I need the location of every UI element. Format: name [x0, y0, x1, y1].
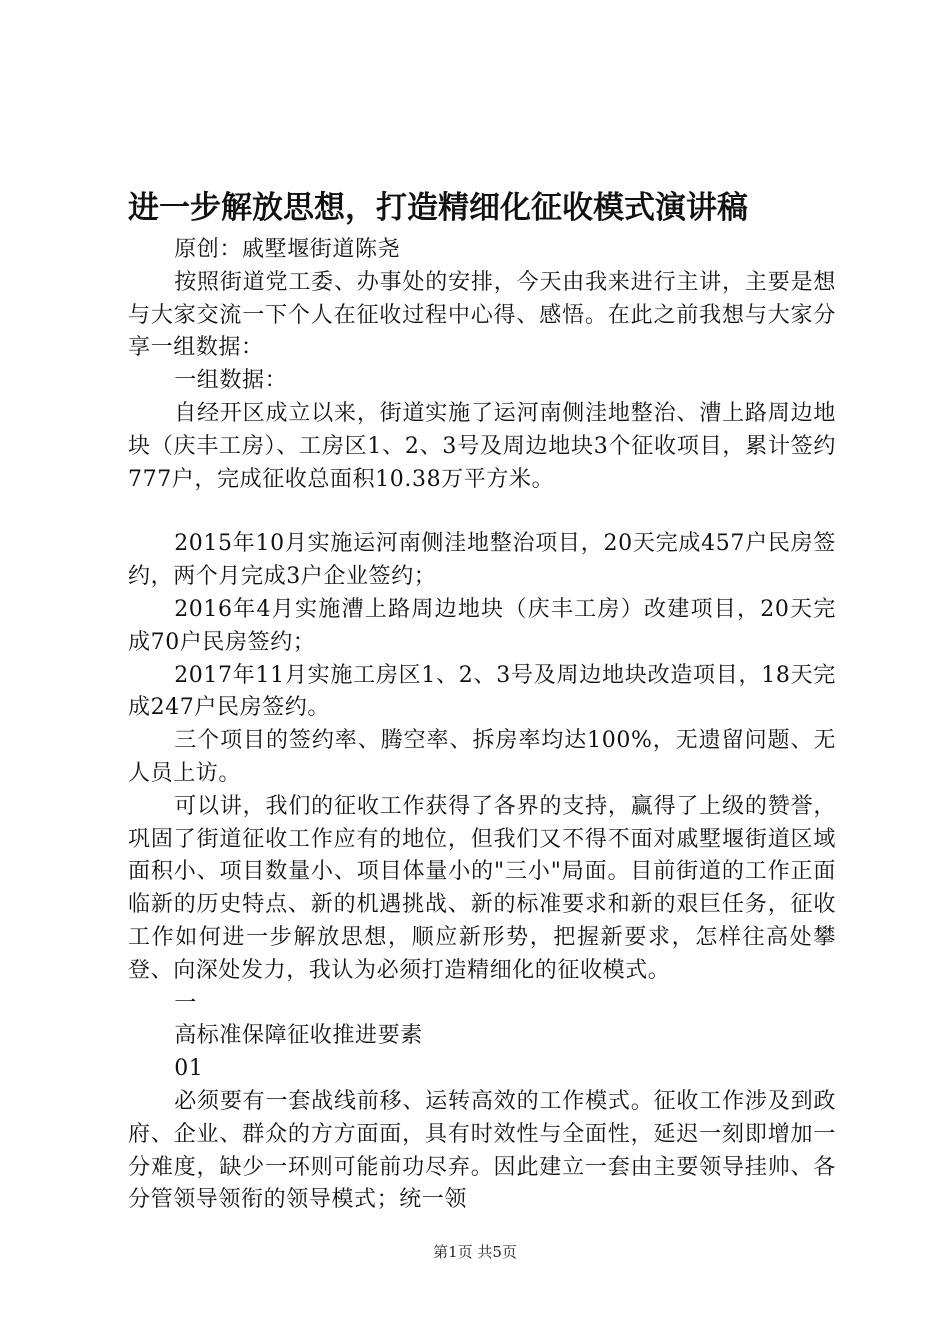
paragraph: 可以讲，我们的征收工作获得了各界的支持，赢得了上级的赞誉，巩固了街道征收工作应有的地位，但我们又不得不面对戚墅堰街道区域面积小、项目数量小、项目体量小的"三小"局面。目前街道的工作正面临新的历史特点、新的机遇挑战、新的标准要求和新的艰巨任务，征收工作如何进一步解放思想，顺应新形势，把握新要求，怎样往高处攀登、向深处发力，我认为必须打造精细化的征收模式。 [128, 793, 836, 983]
section-heading: 高标准保障征收推进要素 [174, 1023, 423, 1049]
paragraph: 2015年10月实施运河南侧洼地整治项目，20天完成457户民房签约，两个月完成3户企业签约； [128, 531, 836, 590]
section-label: 一组数据： [174, 368, 288, 394]
document-body [128, 234, 836, 1217]
paragraph: 2016年4月实施漕上路周边地块（庆丰工房）改建项目，20天完成70户民房签约； [128, 596, 836, 655]
paragraph: 自经开区成立以来，街道实施了运河南侧洼地整治、漕上路周边地块（庆丰工房）、工房区1、2、3号及周边地块3个征收项目，累计签约777户，完成征收总面积10.38万平方米。 [128, 400, 836, 492]
author-line: 原创：戚墅堰街道陈尧 [174, 237, 401, 262]
subsection-number: 01 [174, 1056, 204, 1082]
document-title: 进一步解放思想，打造精细化征收模式演讲稿 [128, 190, 748, 226]
section-number: 一 [174, 990, 197, 1016]
paragraph: 必须要有一套战线前移、运转高效的工作模式。征收工作涉及到政府、企业、群众的方方面面，具有时效性与全面性，延迟一刻即增加一分难度，缺少一环则可能前功尽弃。因此建立一套由主要领导挂帅、各分管领导领衔的领导模式；统一领 [128, 1088, 836, 1213]
paragraph: 三个项目的签约率、腾空率、拆房率均达100%，无遗留问题、无人员上访。 [128, 728, 836, 786]
paragraph: 2017年11月实施工房区1、2、3号及周边地块改造项目，18天完成247户民房签约。 [128, 662, 836, 721]
paragraph: 按照街道党工委、办事处的安排，今天由我来进行主讲，主要是想与大家交流一下个人在征收过程中心得、感悟。在此之前我想与大家分享一组数据： [128, 269, 836, 361]
page-footer: 第1页 共5页 [433, 1243, 517, 1261]
